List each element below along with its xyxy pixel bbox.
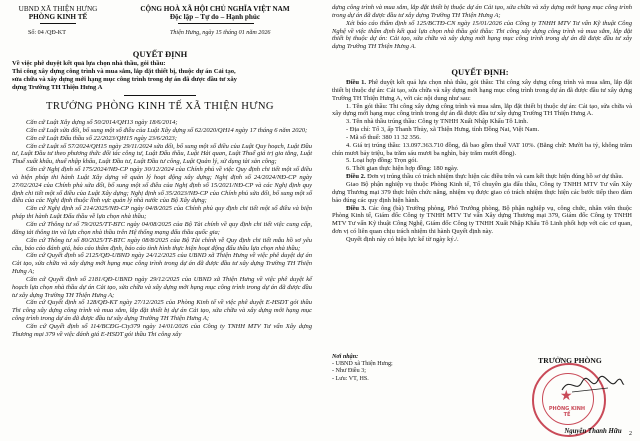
appraisal-basis: Xét báo cáo thẩm định số 125/BCTĐ-CN ngày 15/01/2026 của Công ty TNHH MTV Tư vấn Kỹ thuật Công Nghệ về việc thẩm định kết quả lựa chọn nhà thầu gói thầu: Thi công xây dựng công trình và mua sắm, lắp đặt thiết bị thuộc dự án: Cải tạo, sửa chữa và xây dựng mới hạng mục công trình trong dự án đã được đầu tư xây dựng Trường TH Thiện Hưng A. xyxy=(332,19,632,51)
issuing-authority: TRƯỞNG PHÒNG KINH TẾ XÃ THIỆN HƯNG xyxy=(46,101,274,112)
nation-header xyxy=(114,5,316,21)
article-2-paragraph: Giao Bộ phận nghiệp vụ thuộc Phòng Kinh tế, Tổ chuyên gia đấu thầu, Công ty TNHH MTV Tư vấn Xây dựng Thương mại 379 thực hiện chức năng, nhiệm vụ được giao có trách nhiệm thực hiện các bước tiếp theo đảm bảo đúng các quy định hiện hành. xyxy=(332,180,632,204)
decision-title: QUYẾT ĐỊNH xyxy=(132,49,188,59)
article-1 xyxy=(332,79,632,103)
legal-basis-item: Căn cứ Luật số 57/2024/QH15 ngày 29/11/2024 sửa đổi, bổ sung một số điều của Luật Quy hoạch, Luật Đầu tư, Luật Đầu tư theo phương thức đối tác công tư, Luật Đấu thầu, Luật Hải quan, Luật Thuế giá trị gia tăng, Luật Thuế xuất khẩu, thuế nhập khẩu, Luật Đầu tư, Luật Đầu tư công, Luật Quản lý, sử dụng tài sản công; xyxy=(12,142,312,166)
page-number: 2 xyxy=(629,431,632,437)
legal-basis-item: Căn cứ Quyết định số 128/QĐ-KT ngày 27/12/2025 của Phòng Kinh tế về việc phê duyệt E-HSDT gói thầu Thi công xây dựng công trình và mua sắm, lắp đặt thiết bị dự án Cải tạo, sửa chữa và xây dựng mới hạng mục công trình trong dự án đã được đầu tư xây dựng Trường TH Thiện Hưng A; xyxy=(12,299,312,323)
recipients-block xyxy=(332,354,432,383)
legal-basis-item: Căn cứ Luật Đấu thầu số 22/2023/QH15 ngày 23/6/2023; xyxy=(26,134,177,142)
legal-basis-item: Căn cứ Quyết định số 2181/QĐ-UBND ngày 29/12/2025 của UBND xã Thiện Hưng về việc phê duyệt kế hoạch lựa chọn nhà thầu dự án Cải tạo, sửa chữa và xây dựng mới hạng mục công trình trong dự án đã được đầu tư xây dựng Trường TH Thiện Hưng A; xyxy=(12,275,312,299)
legal-basis-item: Căn cứ Thông tư số 80/2025/TT-BTC ngày 08/8/2025 của Bộ Tài chính về Quy định chi tiết mẫu hồ sơ yêu cầu, báo cáo đánh giá, báo cáo thẩm định, báo cáo tình hình thực hiện hoạt động đấu thầu lựa chọn nhà thầu; xyxy=(12,236,312,252)
article-1-item: - Địa chỉ: Tổ 3, ấp Thanh Thủy, xã Thiện Hưng, tỉnh Đồng Nai, Việt Nam. xyxy=(346,126,540,134)
articles-body xyxy=(332,79,632,244)
legal-basis-item: Căn cứ Nghị định số 214/2025/NĐ-CP ngày 04/8/2025 của Chính phủ quy định chi tiết một số điều và biện pháp thi hành Luật Đấu thầu về lựa chọn nhà thầu; xyxy=(12,205,312,221)
seal-text: PHÒNG KINH TẾ xyxy=(548,406,586,418)
subject-line: sửa chữa và xây dựng mới hạng mục công trình trong dự án đã được đầu tư xây xyxy=(12,76,237,84)
article-1-item: 5. Loại hợp đồng: Trọn gói. xyxy=(346,157,418,165)
signer-name: Nguyễn Thanh Hữu xyxy=(564,428,622,435)
legal-basis-item: Căn cứ Luật sửa đổi, bổ sung một số điều của Luật Xây dựng số 62/2020/QH14 ngày 17 tháng 6 năm 2020; xyxy=(26,126,308,134)
continued-line: dựng công trình và mua sắm, lắp đặt thiết bị thuộc dự án Cải tạo, sửa chữa và xây dựng mới hạng mục công trình trong dự án đã được đầu tư xây dựng Trường TH Thiện Hưng A; xyxy=(332,4,632,19)
agency-header xyxy=(6,5,110,21)
article-2-text: Đơn vị trúng thầu có trách nhiệm thực hiện các điều trên và cam kết thực hiện đúng hồ sơ dự thầu. xyxy=(365,173,624,181)
legal-basis-item: Căn cứ Luật Xây dựng số 50/2014/QH13 ngày 18/6/2014; xyxy=(26,119,178,126)
subject-line: dựng Trường TH Thiện Hưng A xyxy=(12,84,103,92)
recipient-item: - Như Điều 3; xyxy=(332,368,366,375)
signature-mark xyxy=(558,372,628,398)
article-1-item: 1. Tên gói thầu: Thi công xây dựng công trình và mua sắm, lắp đặt thiết bị thuộc dự án: Cải tạo, sửa chữa và xây dựng mới hạng mục công trình trong dự án đã được đầu tư xây dựng Trường TH Thiện Hưng A. xyxy=(332,102,632,118)
legal-basis-item: Căn cứ Quyết định số 2125/QĐ-UBND ngày 24/12/2025 của UBND xã Thiện Hưng về việc phê duyệt dự án Cải tạo, sửa chữa và xây dựng mới hạng mục công trình trong dự án đã được đầu tư xây dựng Trường TH Thiện Hưng A; xyxy=(12,252,312,276)
agency-underline xyxy=(40,23,76,24)
article-2-label: Điều 2. xyxy=(346,173,366,181)
date-line: Thiện Hưng, ngày 15 tháng 01 năm 2026 xyxy=(170,30,271,36)
continued-basis xyxy=(332,4,632,51)
document-page-2 xyxy=(320,0,640,441)
legal-basis-item: Căn cứ Nghị định số 175/2024/NĐ-CP ngày 30/12/2024 của Chính phủ về việc Quy định chi tiết một số điều và biện pháp thi hành Luật Xây dựng về quản lý hoạt động xây dựng; Nghị định số 24/2024/NĐ-CP ngày 27/02/2024 của Chính phủ sửa đổi, bổ sung một số điều của Nghị định số 15/2021/NĐ-CP và các Nghị định quy định chi tiết một số điều của Luật Xây dựng; Nghị định số 35/2023/NĐ-CP của Chính phủ sửa đổi, bổ sung một số điều của các Nghị định thuộc lĩnh vực quản lý nhà nước của Bộ Xây dựng; xyxy=(12,166,312,205)
signer-title: TRƯỞNG PHÒNG xyxy=(538,356,602,365)
doc-number: Số: 04 /QĐ-KT xyxy=(28,30,66,36)
subject-line: Về việc phê duyệt kết quả lựa chọn nhà thầu, gói thầu: xyxy=(12,60,166,67)
decide-heading: QUYẾT ĐỊNH: xyxy=(451,67,509,77)
legal-basis-item: Căn cứ Quyết định số 114/BCĐG-Cty379 ngày 14/01/2026 của Công ty TNHH MTV Tư vấn Xây dựng Thương mại 379 về việc đánh giá E-HSDT gói thầu Thi công xây xyxy=(12,322,312,338)
nation-line-2: Độc lập – Tự do – Hạnh phúc xyxy=(169,13,261,22)
seal-star-icon: ★ xyxy=(560,389,573,404)
recipient-item: - UBND xã Thiện Hưng; xyxy=(332,361,393,368)
agency-line-2: PHÒNG KINH TẾ xyxy=(28,13,88,22)
recipients-label: Nơi nhận: xyxy=(332,354,359,360)
article-3-label: Điều 3. xyxy=(346,204,367,212)
recipient-item: - Lưu: VT, HS. xyxy=(332,375,369,382)
article-1-item: - Mã số thuế: 380 11 32 356. xyxy=(346,133,421,141)
nation-line-1: CỘNG HOÀ XÃ HỘI CHỦ NGHĨA VIỆT NAM xyxy=(140,5,290,13)
article-1-item: 4. Giá trị trúng thầu: 13.097.363.710 đồng, đã bao gồm thuế VAT 10%. (Bằng chữ: Mười ba tỷ, không trăm chín mươi bảy triệu, ba trăm sáu mươi ba nghìn, bảy trăm mười đồng). xyxy=(332,141,632,157)
agency-line-1: UBND XÃ THIỆN HƯNG xyxy=(18,5,98,13)
effect-clause: Quyết định này có hiệu lực kể từ ngày ký./. xyxy=(346,235,459,243)
article-3 xyxy=(332,205,632,236)
legal-basis-item: Căn cứ Thông tư số 79/2025/TT-BTC ngày 04/08/2025 của Bộ Tài chính về quy định chi tiết việc cung cấp, đăng tải thông tin và lựa chọn nhà thầu trên Hệ thống mạng đấu thầu quốc gia; xyxy=(12,220,312,236)
article-1-text: Phê duyệt kết quả lựa chọn nhà thầu, gói thầu: Thi công xây dựng công trình và mua sắm, lắp đặt thiết bị thuộc dự án: Cải tạo, sửa chữa và xây dựng mới hạng mục công trình trong dự án đã được đầu tư xây dựng Trường TH Thiện Hưng A, với các nội dung như sau: xyxy=(332,79,633,102)
article-1-item: 6. Thời gian thực hiện hợp đồng: 180 ngày. xyxy=(346,165,459,173)
article-1-label: Điều 1. xyxy=(346,79,367,86)
article-1-item: 3. Tên nhà thầu trúng thầu: Công ty TNHH Xuất Nhập Khẩu Tô Linh. xyxy=(346,118,529,126)
subject-line: Thi công xây dựng công trình và mua sắm, lắp đặt thiết bị, thuộc dự án Cải tạo, xyxy=(12,68,236,76)
decision-subject xyxy=(12,60,312,92)
nation-underline xyxy=(178,23,254,24)
article-2 xyxy=(332,173,632,181)
subject-underline xyxy=(124,95,196,96)
article-3-text: Các ông (bà) Trưởng phòng, Phó Trưởng phòng, Bộ phận nghiệp vụ, công chức, nhân viên thuộc Phòng Kinh tế, Giám đốc Công ty TNHH MTV Tư vấn Xây dựng Thương mại 379, Giám đốc Công ty TNHH MTV Tư vấn Kỹ thuật Công Nghệ, Giám đốc Công ty TNHH Xuất Nhập Khẩu Tô Linh phối hợp với các cơ quan, đơn vị có liên quan chịu trách nhiệm thi hành Quyết định này. xyxy=(332,204,633,236)
legal-basis-list xyxy=(12,119,312,339)
